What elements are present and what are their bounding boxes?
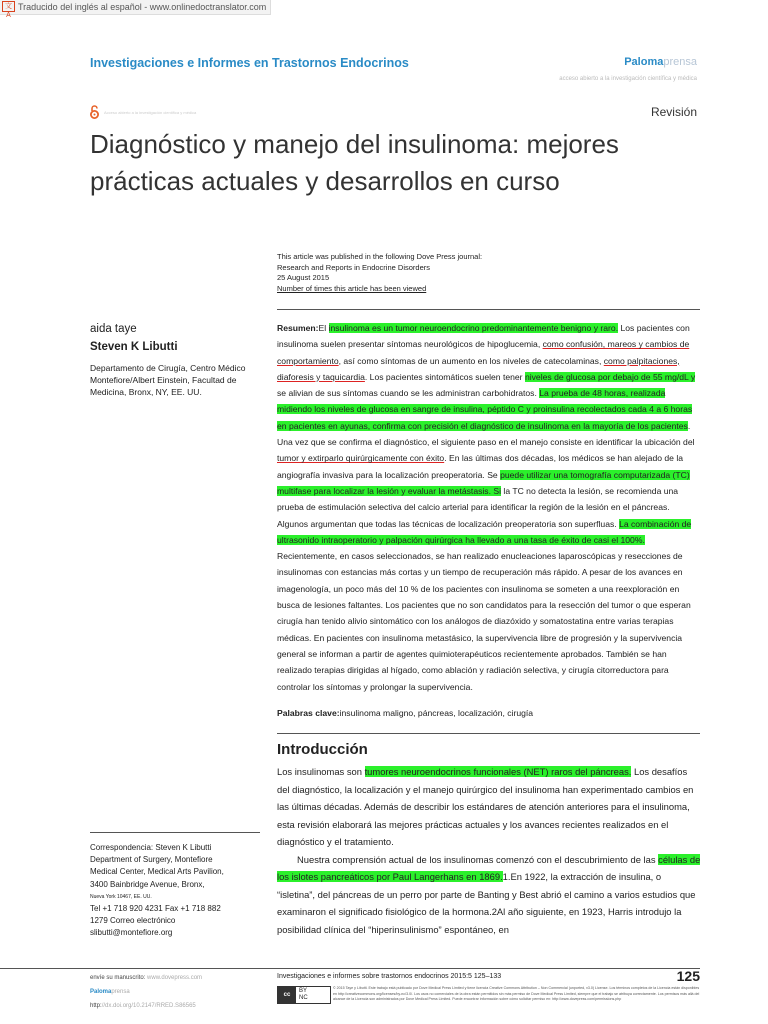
author-affiliation: Departamento de Cirugía, Centro Médico Montefiore/Albert Einstein, Facultad de Medicina, Bronx, NY, EE. UU. [90,363,246,397]
correspondence: Correspondencia: Steven K Libutti Department of Surgery, Montefiore Medical Center, Medical Arts Pavilion, 3400 Bainbridge Avenue, Bronx, Nueva York 10467, EE. UU. Tel +1 718 920 4231 Fax +1 718 882 1279 Correo electrónico slibutti@montefiore.org [90,842,275,940]
keywords-label: Palabras clave: [277,708,340,718]
footer-logo: Palomaprensa [90,989,130,995]
publisher-tagline: acceso abierto a la investigación científica y médica [559,76,697,82]
footer-divider [0,968,700,969]
article-type: Revisión [650,105,697,119]
underlined-text: como confusión, mareos y cambios de comportamiento [277,339,690,366]
highlighted-text: insulinoma es un tumor neuroendocrino predominantemente benigno y raro. [328,323,619,333]
page-number: 125 [676,968,700,984]
author-list [90,320,178,356]
divider [277,309,700,310]
journal-name: Investigaciones e Informes en Trastornos Endocrinos [90,56,409,70]
keywords [277,708,533,718]
email-link[interactable]: slibutti@montefiore.org [90,928,173,938]
highlighted-text: células de los islotes pancreáticos por Paul Langerhans en 1869. [277,853,701,882]
open-access-tiny-text: Acceso abierto a la investigación científica y médica [104,109,197,115]
doi-link[interactable]: //dx.doi.org/10.2147/RRED.S86565 [101,1003,196,1009]
highlighted-text: tumores neuroendocrinos funcionales (NET) raros del páncreas. [364,766,632,777]
submit-link[interactable]: www.dovepress.com [147,975,203,981]
author-name: aida taye [90,323,137,335]
divider [90,832,260,833]
paragraph: Los insulinomas son tumores neuroendocrinos funcionales (NET) raros del páncreas. Los desafíos del diagnóstico, la localización y el manejo quirúrgico del insulinoma han experimentado cambios en las últimas décadas. Además de describir los estándares de atención anteriores para el insulinoma, esta revisión elaborará las mejores prácticas actuales y los avances recientes realizados en el diagnóstico y el tratamiento. [277,766,694,847]
translator-banner[interactable] [0,0,271,19]
cc-license-badge[interactable]: cc BY NC [277,986,331,1004]
footer-links: envíe su manuscrito: www.dovepress.com Palomaprensa http://dx.doi.org/10.2147/RRED.S86565 [90,975,203,1009]
publisher-logo: Palomaprensa [624,56,697,68]
underlined-text: tumor y extirparlo quirúrgicamente con éxito [277,453,445,464]
open-access-lock-icon [89,105,100,119]
abstract-label: Resumen: [277,323,319,333]
highlighted-text: La combinación de ultrasonido intraoperatorio y palpación quirúrgica ha llevado a una tasa de éxito de casi el 100%. [277,518,692,545]
paragraph: Nuestra comprensión actual de los insulinomas comenzó con el descubrimiento de las células de los islotes pancreáticos por Paul Langerhans en 1869.1.En 1922, la extracción de insulina, o “isletina”, del páncreas de un perro por parte de Banting y Best abrió el camino a varios estudios que examinaron el significado fisiológico de la hormona.2Al año siguiente, en 1923, Harris introdujo la posibilidad clínica del “hiperinsulinismo” espontáneo, en [277,853,701,935]
keywords-text: insulinoma maligno, páncreas, localización, cirugía [339,708,534,718]
highlighted-text: La prueba de 48 horas, realizada midiendo los niveles de glucosa en sangre de insulina, péptido C y proinsulina recolectados cada 4 a 6 horas en pacientes en ayunas, confirma con precisión el diagnóstico de insulinoma en la mayoría de los pacientes [277,388,693,431]
views-link[interactable]: Number of times this article has been viewed [277,283,427,293]
license-text: © 2015 Taye y Libutti. Este trabajo está publicado por Dove Medical Press Limited y tiene licencia Creative Commons Attribution – Non Commercial (unported, v3.0) License. Los términos completos de la Licencia están disponibles en http://creativecommons.org/licenses/by-nc/3.0/. Los usos no comerciales de la obra están permitidos sin más permiso de Dove Medical Press Limited, siempre que el trabajo se atribuya correctamente. Los permisos más allá del alcance de la Licencia son administrados por Dove Medical Press Limited. Puede encontrar información sobre cómo solicitar permiso en: http://www.dovepress.com/permissions.php [333,986,700,1001]
highlighted-text: niveles de glucosa por debajo de 55 mg/dL y [524,371,696,382]
underlined-text: como palpitaciones, diaforesis y taquicardia [277,355,680,382]
publication-note: This article was published in the following Dove Press journal: Research and Reports in Endocrine Disorders 25 August 2015 Number of times this article has been viewed [277,252,483,293]
cc-icon: cc [278,987,296,1003]
open-access-badge [89,105,196,119]
article-title: Diagnóstico y manejo del insulinoma: mejores prácticas actuales y desarrollos en curso [90,129,619,196]
journal-citation: Investigaciones e informes sobre trastornos endocrinos 2015:5 125–133 [277,973,502,980]
abstract: Resumen:El insulinoma es un tumor neuroendocrino predominantemente benigno y raro. Los pacientes con insulinoma suelen presentar síntomas neurológicos de hipoglucemia, como confusión, mareos y cambios de comportamiento, así como síntomas de un aumento en los niveles de catecolaminas, como palpitaciones, diaforesis y taquicardia. Los pacientes sintomáticos suelen tener niveles de glucosa por debajo de 55 mg/dL y se alivian de sus síntomas cuando se les administran carbohidratos. La prueba de 48 horas, realizada midiendo los niveles de glucosa en sangre de insulina, péptido C y proinsulina recolectados cada 4 a 6 horas en pacientes en ayunas, confirma con precisión el diagnóstico de insulinoma en la mayoría de los pacientes. Una vez que se confirma el diagnóstico, el siguiente paso en el manejo consiste en identificar la ubicación del tumor y extirparlo quirúrgicamente con éxito. En las últimas dos décadas, los médicos se han alejado de la angiografía invasiva para la localización preoperatoria. Se puede utilizar una tomografía computarizada (TC) multifase para localizar la lesión y evaluar la metástasis. Si la TC no detecta la lesión, se recomienda una prueba de estimulación selectiva del calcio arterial para identificar la región de la lesión en el páncreas. Algunos argumentan que todas las técnicas de localización preoperatoria son superfluas. La combinación de ultrasonido intraoperatorio y palpación quirúrgica ha llevado a una tasa de éxito de casi el 100%. Recientemente, en casos seleccionados, se han realizado enucleaciones laparoscópicas y resecciones de insulinomas con estancias más cortas y un tiempo de recuperación más rápido. A pesar de los avances en imagenología, un poco más del 10 % de los pacientes con insulinoma se someten a una reexploración en busca de lesiones faltantes. Los pacientes que no son candidatos para la resección del tumor o que esperan cirugía han tenido alivio sintomático con los análogos de diazóxido y somatostatina entre varias terapias médicas. En pacientes con insulinoma metastásico, la supervivencia libre de progresión y la supervivencia general se informan a partir de agentes quimioterapéuticos recientemente aprobados. También se han realizado terapias dirigidas al hígado, como ablación y radiación selectiva, y cirugía citorreductora para controlar los síntomas y prolongar la supervivencia. [277,323,696,692]
introduction-body [277,763,701,938]
divider [277,733,700,734]
translator-banner-text[interactable]: Traducido del inglés al español - www.onlinedoctranslator.com [18,1,267,12]
section-heading: Introducción [277,741,368,758]
translate-icon: 文A [2,1,15,12]
highlighted-text: puede utilizar una tomografía computarizada (TC) multifase para localizar la lesión y evaluar la metástasis. Si [277,469,690,496]
author-name: Steven K Libutti [90,341,178,353]
